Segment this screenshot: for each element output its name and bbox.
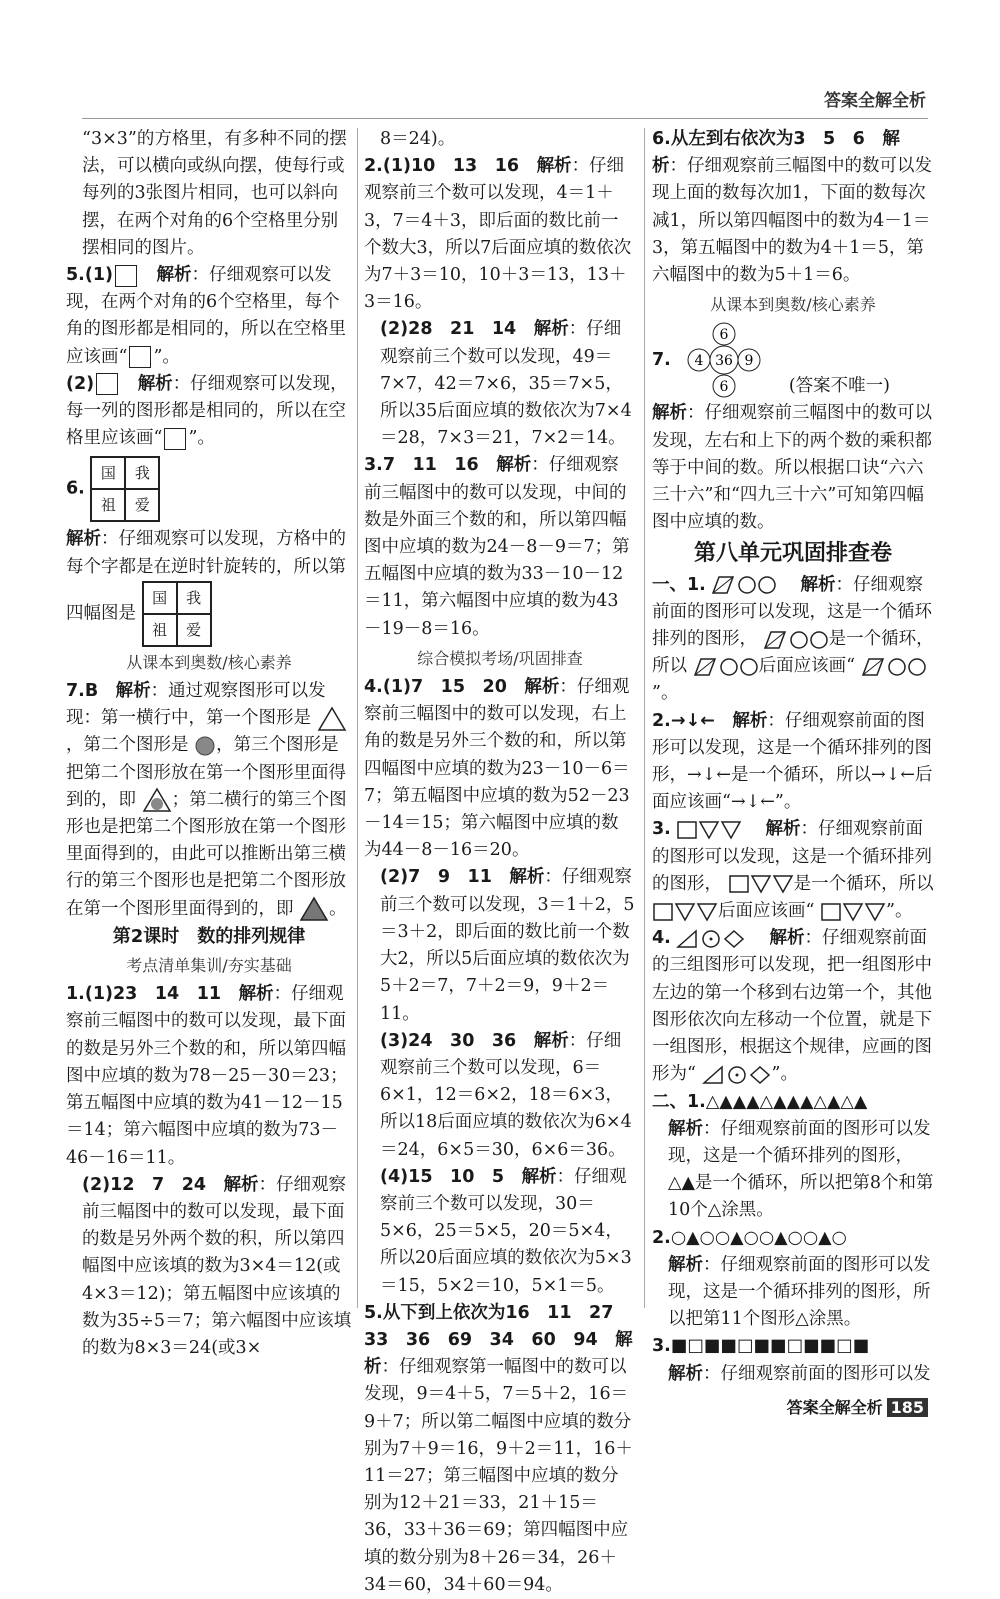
answer-6 bbox=[652, 126, 934, 289]
parallelogram-circle-circle-icon bbox=[693, 657, 759, 677]
question-number: 7.B bbox=[66, 681, 99, 702]
answer-s1 bbox=[652, 572, 934, 708]
question-number: 3.7 11 16 bbox=[364, 455, 479, 476]
analysis-label: 解析 bbox=[652, 403, 687, 424]
question-number: 4. bbox=[652, 928, 671, 949]
text: ”。 bbox=[771, 1064, 798, 1085]
analysis-text: ：仔细观察前面的图形可以发现，这是一个循环排列的图形，所以把第11个图形△涂黑。 bbox=[668, 1254, 931, 1330]
question-number: 2.(1)10 13 16 bbox=[364, 156, 520, 177]
question-number: (2)28 21 14 bbox=[380, 319, 517, 340]
page-header: 答案全解全析 bbox=[824, 91, 926, 111]
square-shape bbox=[164, 428, 186, 450]
analysis-label: 解析 bbox=[521, 1166, 557, 1187]
analysis-label: 解析 bbox=[668, 1254, 703, 1275]
question-number: 4.(1)7 15 20 bbox=[364, 677, 507, 698]
analysis-text: ：仔细观察前面的图形可以发 bbox=[703, 1363, 931, 1384]
analysis-label: 解析 bbox=[668, 1363, 703, 1384]
square-shape bbox=[96, 373, 118, 395]
question-number: (3)24 30 36 bbox=[380, 1030, 517, 1051]
analysis-text: ：仔细观察前三幅图中的数可以发现，中间的数是外面三个数的和，所以第四幅图中应填的数为24－8－9＝7；第五幅图中应填的数为33－10－12＝11，第六幅图中应填的数为43－19－8＝16。 bbox=[364, 455, 630, 639]
triangle-dotcircle-diamond-icon bbox=[676, 929, 746, 949]
analysis-text: ：仔细观察前三个数可以发现，49＝7×7，42＝7×6，35＝7×5，所以35后面应填的数依次为7×4＝28，7×3＝21，7×2＝14。 bbox=[380, 319, 632, 449]
grid-cell: 祖 bbox=[143, 614, 177, 646]
question-number: (2)12 7 24 bbox=[82, 1174, 207, 1195]
parallelogram-circle-circle-icon bbox=[861, 657, 927, 677]
grid-cell: 祖 bbox=[91, 489, 125, 521]
analysis-text: ：仔细观察前三幅图中的数可以发现，左右和上下的两个数的乘积都等于中间的数。所以根据口诀“六六三十六”和“四九三十六”可知第四幅图中应填的数。 bbox=[652, 403, 932, 533]
paragraph: 8＝24)。 bbox=[380, 129, 456, 149]
analysis-label: 解析 bbox=[223, 1174, 259, 1195]
analysis-label: 解析 bbox=[238, 984, 274, 1005]
answer-5-2 bbox=[66, 371, 352, 453]
answer-t1-analysis bbox=[652, 1116, 934, 1225]
analysis-text: ：仔细观察可以发现，每一列的图形都是相同的，所以在空格里应该画“ bbox=[66, 373, 348, 449]
analysis-label: 解析 bbox=[509, 867, 545, 888]
analysis-text: ：仔细观察前三幅图中的数可以发现，最下面的数是另外两个数的积，所以第四幅图中应该填的数为3×4＝12(或4×3＝12)；第五幅图中应该填的数为35÷5＝7；第六幅图中应该填的数为8×3＝24(或3× bbox=[82, 1174, 352, 1358]
analysis-text: ：仔细观察前三个数可以发现，30＝5×6，25＝5×5，20＝5×4，所以20后面应填的数依次为5×3＝15，5×2＝10，5×1＝5。 bbox=[380, 1166, 632, 1296]
triangle-icon bbox=[317, 706, 347, 732]
question-number: (4)15 10 5 bbox=[380, 1166, 505, 1187]
answer-6-analysis bbox=[66, 526, 352, 646]
analysis-text: ：仔细观察前面的图形可以发现，这是一个循环排列的图形， bbox=[652, 819, 932, 894]
question-number: 3. bbox=[652, 819, 671, 840]
text: ”。 bbox=[886, 901, 913, 922]
analysis-label: 解析 bbox=[364, 1329, 633, 1378]
square-down-triangle-down-triangle-icon bbox=[728, 874, 794, 894]
paragraph: “3×3”的方格里，有多种不同的摆法，可以横向或纵向摆，使每行或每列的3张图片相同，也可以斜向摆，在两个对角的6个空格里分别摆相同的图片。 bbox=[82, 129, 347, 258]
note: (答案不唯一) bbox=[788, 376, 890, 397]
analysis-label: 解析 bbox=[66, 529, 101, 550]
section-subtitle: 考点清单集训/夯实基础 bbox=[126, 956, 292, 976]
lesson-title: 第2课时 数的排列规律 bbox=[112, 925, 306, 947]
section-subtitle: 从课本到奥数/核心素养 bbox=[710, 295, 876, 315]
answer-s4 bbox=[652, 925, 934, 1088]
analysis-text: ：通过观察图形可以发现：第一横行中，第一个图形是 bbox=[66, 681, 326, 729]
triangle-with-circle-icon bbox=[142, 787, 172, 813]
analysis-text: ：仔细观察前三个数可以发现，4＝1＋3，7＝4＋3，即后面的数比前一个数大3，所以7后面应填的数依次为7＋3＝10，10＋3＝13，13＋3＝16。 bbox=[364, 156, 632, 313]
text: 后面应该画“ bbox=[758, 656, 856, 677]
column-2 bbox=[364, 126, 636, 1599]
analysis-text: ：仔细观察前面的图形可以发现，这是一个循环排列的图形，△▲是一个循环，所以把第8个和第10个△涂黑。 bbox=[668, 1118, 934, 1221]
analysis-text: ：仔细观察前三幅图中的数可以发现，右上角的数是另外三个数的和，所以第四幅图中应填的数为23－10－6＝7；第五幅图中应填的数为52－23－14＝15；第六幅图中应填的数为44－8－16＝20。 bbox=[364, 677, 630, 861]
parallelogram-circle-circle-icon bbox=[711, 575, 777, 595]
column-3 bbox=[652, 126, 934, 1388]
analysis-label: 解析 bbox=[156, 265, 192, 286]
analysis-text: ：仔细观察第一幅图中的数可以发现，9＝4＋5，7＝5＋2，16＝9＋7；所以第二幅图中应填的数分别为7＋9＝16，9＋2＝11，16＋11＝27；第三幅图中应填的数分别为12＋21＝33，21＋15＝36，33＋36＝69；第四幅图中应填的数分别为8＋26＝34，26＋34＝60，34＋60＝94。 bbox=[364, 1357, 633, 1595]
triangle-dotcircle-diamond-icon bbox=[702, 1065, 772, 1085]
analysis-label: 解析 bbox=[533, 1030, 569, 1051]
question-number: 一、1. bbox=[652, 574, 706, 595]
grid-cell: 爱 bbox=[177, 614, 211, 646]
analysis-text: ：仔细观察可以发现，在两个对角的6个空格里，每个角的图形都是相同的，所以在空格里应该画“ bbox=[66, 265, 346, 367]
answer-1-2 bbox=[66, 1172, 352, 1362]
question-number: 5.(1) bbox=[66, 265, 113, 286]
question-number: 2.○▲○○▲○○▲○○▲○ bbox=[652, 1227, 847, 1248]
analysis-label: 解析 bbox=[533, 319, 569, 340]
square-down-triangle-down-triangle-icon bbox=[676, 820, 742, 840]
square-down-triangle-down-triangle-icon bbox=[652, 902, 718, 922]
text: 是一个循环，所以 bbox=[793, 873, 934, 894]
analysis-text: ：仔细观察前三幅图中的数可以发现上面的数每次加1，下面的数每次减1，所以第四幅图中的数为4－1＝3，第五幅图中的数为4＋1＝5，第六幅图中的数为5＋1＝6。 bbox=[652, 156, 932, 286]
analysis-text: ：仔细观察可以发现，方格中的每个字都是在逆时针旋转的，所以第四幅图是 bbox=[66, 529, 346, 624]
text: ”。 bbox=[188, 428, 215, 449]
answer-3 bbox=[364, 452, 636, 642]
question-number: 3.■□■■□■■□■■□■ bbox=[652, 1336, 870, 1357]
question-number: (2)7 9 11 bbox=[380, 867, 492, 888]
character-grid bbox=[90, 456, 160, 522]
analysis-label: 解析 bbox=[765, 819, 801, 840]
flower-right: 9 bbox=[744, 353, 754, 370]
answer-s2 bbox=[652, 708, 934, 817]
section-subtitle: 综合模拟考场/巩固排查 bbox=[417, 648, 583, 668]
answer-7 bbox=[66, 678, 352, 923]
analysis-text: ：仔细观察前三幅图中的数可以发现，最下面的数是另外三个数的和，所以第四幅图中应填的数为78－25－30＝23；第五幅图中应填的数为41－12－15＝14；第六幅图中应填的数为73－46－16＝11。 bbox=[66, 984, 348, 1168]
analysis-label: 解析 bbox=[115, 681, 151, 702]
analysis-label: 解析 bbox=[800, 574, 836, 595]
question-number: (2) bbox=[66, 373, 95, 394]
flower-center: 36 bbox=[714, 353, 733, 370]
header-divider bbox=[82, 118, 928, 119]
footer-label: 答案全解全析 bbox=[786, 1398, 883, 1417]
gray-circle-icon bbox=[194, 735, 216, 757]
text: 后面应该画“ bbox=[718, 901, 815, 922]
page-number: 185 bbox=[887, 1398, 928, 1417]
question-number: 1.(1)23 14 11 bbox=[66, 984, 222, 1005]
answer-4-1 bbox=[364, 674, 636, 864]
analysis-text: ：仔细观察前面的图形可以发现，这是一个循环排列的图形，→↓←是一个循环，所以→↓←后面应该画“→↓←”。 bbox=[652, 710, 933, 813]
text: 是一个循环，所以 bbox=[652, 629, 934, 677]
text: ；第二横行的第三个图形也是把第二个图形放在第一个图形里面得到的，由此可以推断出第三横行的第三个图形也是把第二个图形放在第一个图形里面得到的，即 bbox=[66, 789, 347, 919]
unit-title: 第八单元巩固排查卷 bbox=[693, 541, 892, 567]
square-shape bbox=[129, 346, 151, 368]
analysis-label: 解析 bbox=[524, 677, 560, 698]
text: 。 bbox=[329, 898, 347, 919]
grid-cell: 我 bbox=[177, 582, 211, 614]
flower-left: 4 bbox=[694, 353, 704, 370]
grid-cell: 国 bbox=[91, 457, 125, 489]
answer-7-analysis bbox=[652, 400, 934, 536]
flower-bottom: 6 bbox=[719, 379, 729, 396]
answer-1-1 bbox=[66, 981, 352, 1171]
text: ”。 bbox=[153, 346, 180, 367]
answer-7 bbox=[652, 320, 934, 400]
analysis-label: 解析 bbox=[137, 373, 173, 394]
section-subtitle: 从课本到奥数/核心素养 bbox=[126, 652, 292, 672]
page-footer bbox=[787, 1395, 928, 1418]
analysis-label: 解析 bbox=[536, 156, 572, 177]
question-number: 6.从左到右依次为3 5 6 bbox=[652, 129, 865, 149]
answer-t1 bbox=[652, 1089, 934, 1116]
square-down-triangle-down-triangle-icon bbox=[820, 902, 886, 922]
analysis-text: ：仔细观察前三个数可以发现，3＝1＋2，5＝3＋2，即后面的数比前一个数大2，所以5后面应填的数依次为5＋2＝7，7＋2＝9，9＋2＝11。 bbox=[380, 867, 635, 1024]
text: ”。 bbox=[652, 683, 679, 704]
answer-s3 bbox=[652, 816, 934, 925]
text: ，第三个图形是把第二个图形放在第一个图形里面得到的，即 bbox=[66, 735, 346, 810]
answer-6 bbox=[66, 456, 352, 522]
analysis-label: 解析 bbox=[769, 928, 805, 949]
analysis-label: 解析 bbox=[652, 129, 900, 177]
analysis-text: ：仔细观察前面的三组图形可以发现，把一组图形中左边的第一个移到右边第一个，其他图形依次向左移动一个位置，就是下一组图形，根据这个规律，应画的图形为“ bbox=[652, 928, 932, 1085]
answer-4-4 bbox=[364, 1164, 636, 1300]
answer-t2-analysis bbox=[652, 1252, 934, 1334]
filled-triangle-icon bbox=[299, 896, 329, 922]
answer-t3 bbox=[652, 1333, 934, 1360]
answer-5-1 bbox=[66, 262, 352, 371]
analysis-text: ：仔细观察前面的图形可以发现，这是一个循环排列的图形， bbox=[652, 574, 932, 650]
column-divider bbox=[644, 128, 645, 1308]
number-flower-diagram bbox=[679, 320, 769, 400]
answer-4-2 bbox=[364, 864, 636, 1027]
grid-cell: 我 bbox=[125, 457, 159, 489]
grid-cell: 爱 bbox=[125, 489, 159, 521]
analysis-label: 解析 bbox=[732, 710, 768, 731]
answer-2-1 bbox=[364, 153, 636, 316]
question-number: 二、1.△▲▲▲△▲▲▲△▲△▲ bbox=[652, 1091, 868, 1112]
parallelogram-circle-circle-icon bbox=[763, 630, 829, 650]
question-number: 5.从下到上依次为16 11 27 33 36 69 34 60 94 bbox=[364, 1302, 631, 1350]
character-grid bbox=[142, 581, 212, 647]
answer-2-2 bbox=[364, 316, 636, 452]
analysis-text: ：仔细观察前三个数可以发现，6＝6×1，12＝6×2，18＝6×3，所以18后面应填的数依次为6×4＝24，6×5＝30，6×6＝36。 bbox=[380, 1030, 632, 1160]
answer-4-3 bbox=[364, 1028, 636, 1164]
grid-cell: 国 bbox=[143, 582, 177, 614]
square-shape bbox=[115, 265, 137, 287]
column-divider bbox=[357, 128, 358, 1308]
answer-5 bbox=[364, 1300, 636, 1599]
flower-top: 6 bbox=[719, 327, 729, 344]
analysis-label: 解析 bbox=[668, 1118, 703, 1139]
question-number: 6. bbox=[66, 478, 85, 499]
analysis-label: 解析 bbox=[496, 455, 532, 476]
answer-t3-analysis bbox=[652, 1361, 934, 1388]
answer-t2 bbox=[652, 1225, 934, 1252]
text: ，第二个图形是 bbox=[66, 735, 189, 756]
column-1 bbox=[66, 126, 352, 1362]
question-number: 7. bbox=[652, 349, 671, 370]
question-number: 2.→↓← bbox=[652, 710, 715, 731]
